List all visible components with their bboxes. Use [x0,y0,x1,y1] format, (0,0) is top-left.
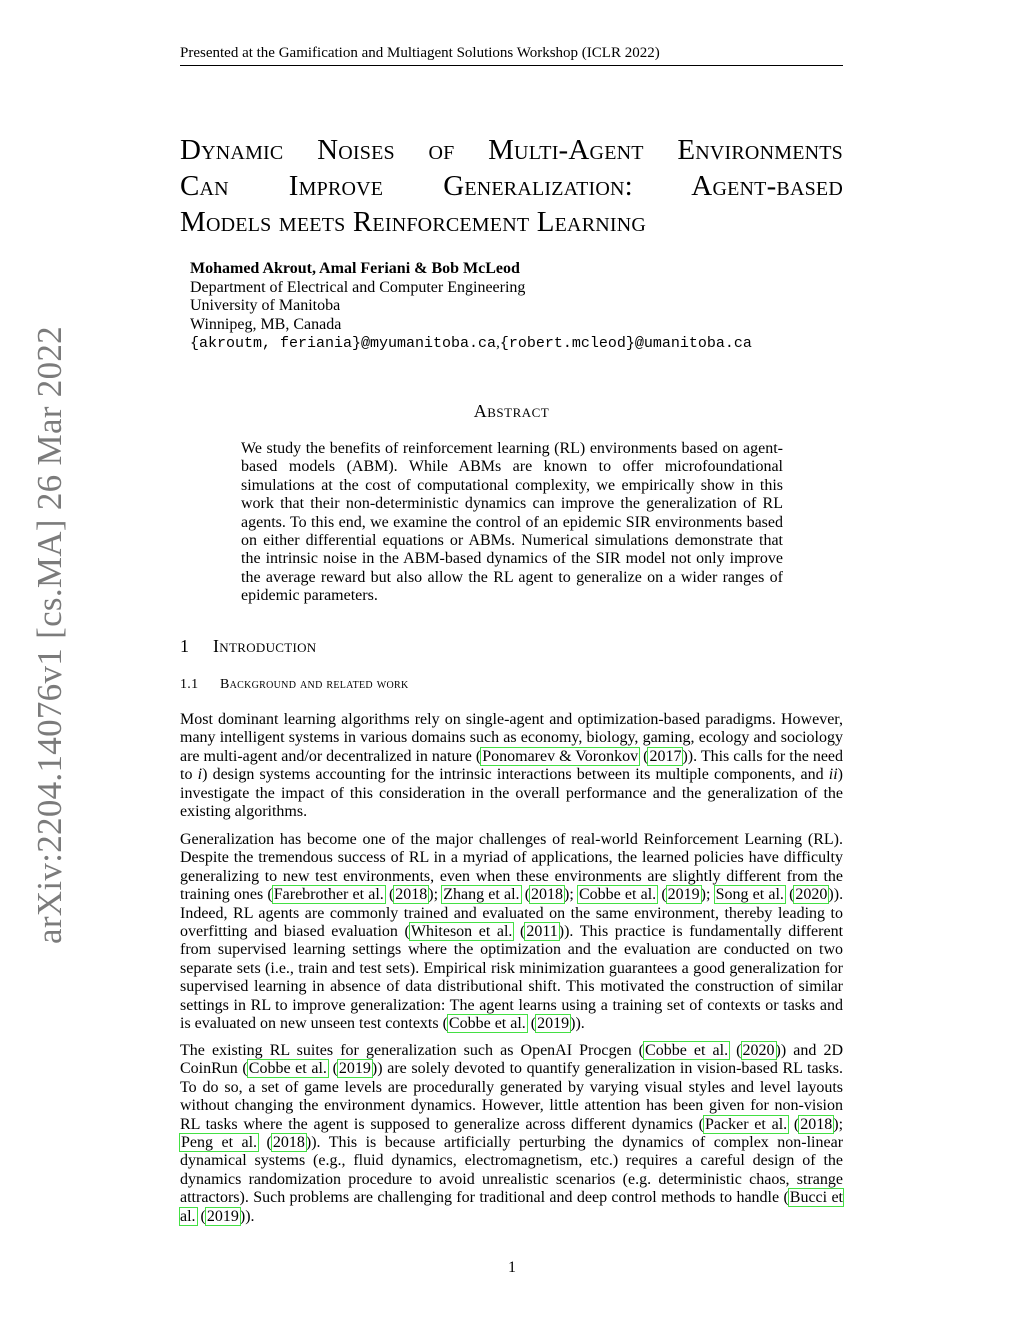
citation-link[interactable]: Peng et al. [181,1134,258,1152]
section-number: 1 [180,636,190,656]
citation-year-link[interactable]: 2018 [800,1115,833,1133]
citation-link[interactable]: Cobbe et al. [248,1060,327,1078]
running-header: Presented at the Gamification and Multiagent Solutions Workshop (ICLR 2022) [180,44,843,66]
paragraph-3: The existing RL suites for generalization such as OpenAI Procgen (Cobbe et al. (2020)) and 2D CoinRun (Cobbe et al. (2019)) are solely devoted to quantify generalization in vision-based RL tasks. To do so, a set of game levels are procedurally generated by varying visual styles and level layouts without changing the environment dynamics. However, little attention has been given for non-vision RL tasks where the agent is supposed to generalize across different dynamics (Packer et al. (2018); Peng et al. (2018)). This is because artificially perturbing the dynamics of complex non-linear dynamical systems (e.g., fluid dynamics, electromagnetism, etc.) requires a careful design of the dynamics randomization procedure to avoid unrealistic scenarios (e.g. deterministic chaos, strange attractors). Such problems are challenging for traditional and deep control methods to handle (Bucci et al. (2019)). [180,1042,844,1225]
paragraph-text: ( [639,747,649,765]
email-group-1[interactable]: {akroutm, feriania}@myumanitoba.ca [190,335,497,352]
author-location: Winnipeg, MB, Canada [190,315,342,333]
citation-year-link[interactable]: 2011 [526,923,558,941]
email-group-2[interactable]: {robert.mcleod}@umanitoba.ca [499,335,752,352]
citation-link[interactable]: Packer et al. [705,1115,788,1133]
paragraph-text: The existing RL suites for generalization such as OpenAI Procgen ( [180,1042,645,1059]
paragraph-text: ) investigate the impact of this consideration in the overall performance and the generalization of the existing algorithms. [180,766,843,821]
paragraph-text: )). [570,1015,585,1033]
section-title: Introduction [213,636,317,656]
paragraph-text: ) design systems accounting for the intrinsic interactions between its multiple components, and [202,766,829,784]
paragraph-text: )). Indeed, RL agents are commonly trained and evaluated on the same environment, thereby leading to overfitting and biased evaluation ( [180,886,844,941]
subsection-heading-background [180,677,409,693]
paper-title [180,132,843,240]
citation-year-link[interactable]: 2020 [795,886,828,904]
email-separator: , [496,335,500,351]
author-university: University of Manitoba [190,297,341,314]
citation-link[interactable]: Whiteson et al. [410,923,513,941]
author-names: Mohamed Akrout, Amal Feriani & Bob McLeod [190,260,520,277]
citation-year-link[interactable]: 2018 [272,1134,305,1152]
section-heading-introduction [180,636,316,657]
citation-link[interactable]: Cobbe et al. [578,886,657,904]
citation-year-link[interactable]: 2019 [537,1015,570,1033]
math-i: i [197,766,203,784]
paragraph-text: )) are solely devoted to quantify generalization in vision-based RL tasks. To do so, a set of game levels are procedurally generated by varying visual styles and level layouts without changing the environment dynamics. However, little attention has been given for non-vision RL tasks where the agent is supposed to generalize across different dynamics ( [180,1060,844,1133]
citation-link[interactable]: Song et al. [715,886,784,904]
citation-link[interactable]: Cobbe et al. [645,1042,729,1059]
abstract-text: We study the benefits of reinforcement learning (RL) environments based on agent-based models (ABM). While ABMs are known to offer microfoundational simulations at the cost of computational complexity, we empirically show in this work that their non-deterministic dynamics can improve the generalization of RL agents. To this end, we examine the control of an epidemic SIR environments based on either differential equations or ABMs. Numerical simulations demonstrate that the intrinsic noise in the ABM-based dynamics of the SIR model not only improve the average reward but also allow the RL agent to generalize on a wider ranges of epidemic parameters. [241,440,783,605]
citation-link[interactable]: Ponomarev & Voronkov [482,747,639,765]
citation-year-link[interactable]: 2019 [667,886,700,904]
author-block [190,260,752,354]
arxiv-sidebar-stamp[interactable]: arXiv:2204.14076v1 [cs.MA] 26 Mar 2022 [30,326,69,944]
title-line-2: Can Improve Generalization: Agent-based [180,170,843,202]
page-number: 1 [508,1259,516,1276]
citation-year-link[interactable]: 2018 [531,886,564,904]
subsection-number: 1.1 [180,677,199,692]
paragraph-text: ) and 2D CoinRun ( [180,1042,844,1078]
abstract-heading: Abstract [473,401,550,421]
citation-year-link[interactable]: 2017 [649,747,682,765]
math-ii: ii [828,766,838,784]
citation-link[interactable]: Farebrother et al. [273,886,384,904]
paragraph-text: )). This practice is fundamentally different from supervised learning settings where the optimization and the evaluation are conducted on two separate sets (i.e., train and test sets). Empirical risk minimization guarantees a good generalization for supervised learning in absence of data distributional shift. This motivated the construction of similar settings in RL to improve generalization: The agent learns using a training set of contexts or tasks and is evaluated on new unseen test contexts ( [180,923,844,1033]
paragraph-text: )). [239,1207,255,1225]
citation-year-link[interactable]: 2019 [338,1060,371,1078]
paragraph-text: )). This is because artificially perturbing the dynamics of complex non-linear dynamical systems (e.g., fluid dynamics, electromagnetism, etc.) requires a careful design of the dynamics randomization procedure to avoid unrealistic scenarios (e.g. deterministic chaos, strange attractors). Such problems are challenging for traditional and deep control methods to handle ( [180,1134,844,1207]
paragraph-text: Most dominant learning algorithms rely on single-agent and optimization-based paradigms. However, many intelligent systems in various domains such as economy, biology, gaming, ecology and sociology are multi-agent and/or decentralized in nature ( [180,711,843,765]
subsection-title: Background and related work [220,677,409,692]
title-line-1: Dynamic Noises of Multi-Agent Environments [180,134,843,166]
title-line-3: Models meets Reinforcement Learning [180,206,647,238]
paragraph-text: Generalization has become one of the major challenges of real-world Reinforcement Learning (RL). Despite the tremendous success of RL in a myriad of applications, the learned policies have difficulty generalizing to new test environments, even when these environments are slightly different from the training ones ( [180,831,843,904]
citation-link[interactable]: Zhang et al. [443,886,520,904]
citation-link[interactable]: Bucci et al. [180,1189,843,1225]
citation-year-link[interactable]: 2018 [395,886,428,904]
paragraph-2: Generalization has become one of the major challenges of real-world Reinforcement Learning (RL). Despite the tremendous success of RL in a myriad of applications, the learned policies have difficulty generalizing to new test environments, even when these environments are slightly different from the training ones (Farebrother et al. (2018); Zhang et al. (2018); Cobbe et al. (2019); Song et al. (2020)). Indeed, RL agents are commonly trained and evaluated on the same environment, thereby leading to overfitting and biased evaluation (Whiteson et al. (2011)). This practice is fundamentally different from supervised learning settings where the optimization and the evaluation are conducted on two separate sets (i.e., train and test sets). Empirical risk minimization guarantees a good generalization for supervised learning in absence of data distributional shift. This motivated the construction of similar settings in RL to improve generalization: The agent learns using a training set of contexts or tasks and is evaluated on new unseen test contexts (Cobbe et al. (2019)). [180,831,844,1033]
author-emails [190,334,752,354]
paragraph-text: )). This calls for the need to [180,747,844,784]
citation-year-link[interactable]: 2020 [742,1042,775,1059]
citation-year-link[interactable]: 2019 [206,1207,239,1225]
citation-link[interactable]: Cobbe et al. [448,1015,526,1033]
author-department: Department of Electrical and Computer Engineering [190,278,526,296]
paragraph-1 [180,711,843,821]
